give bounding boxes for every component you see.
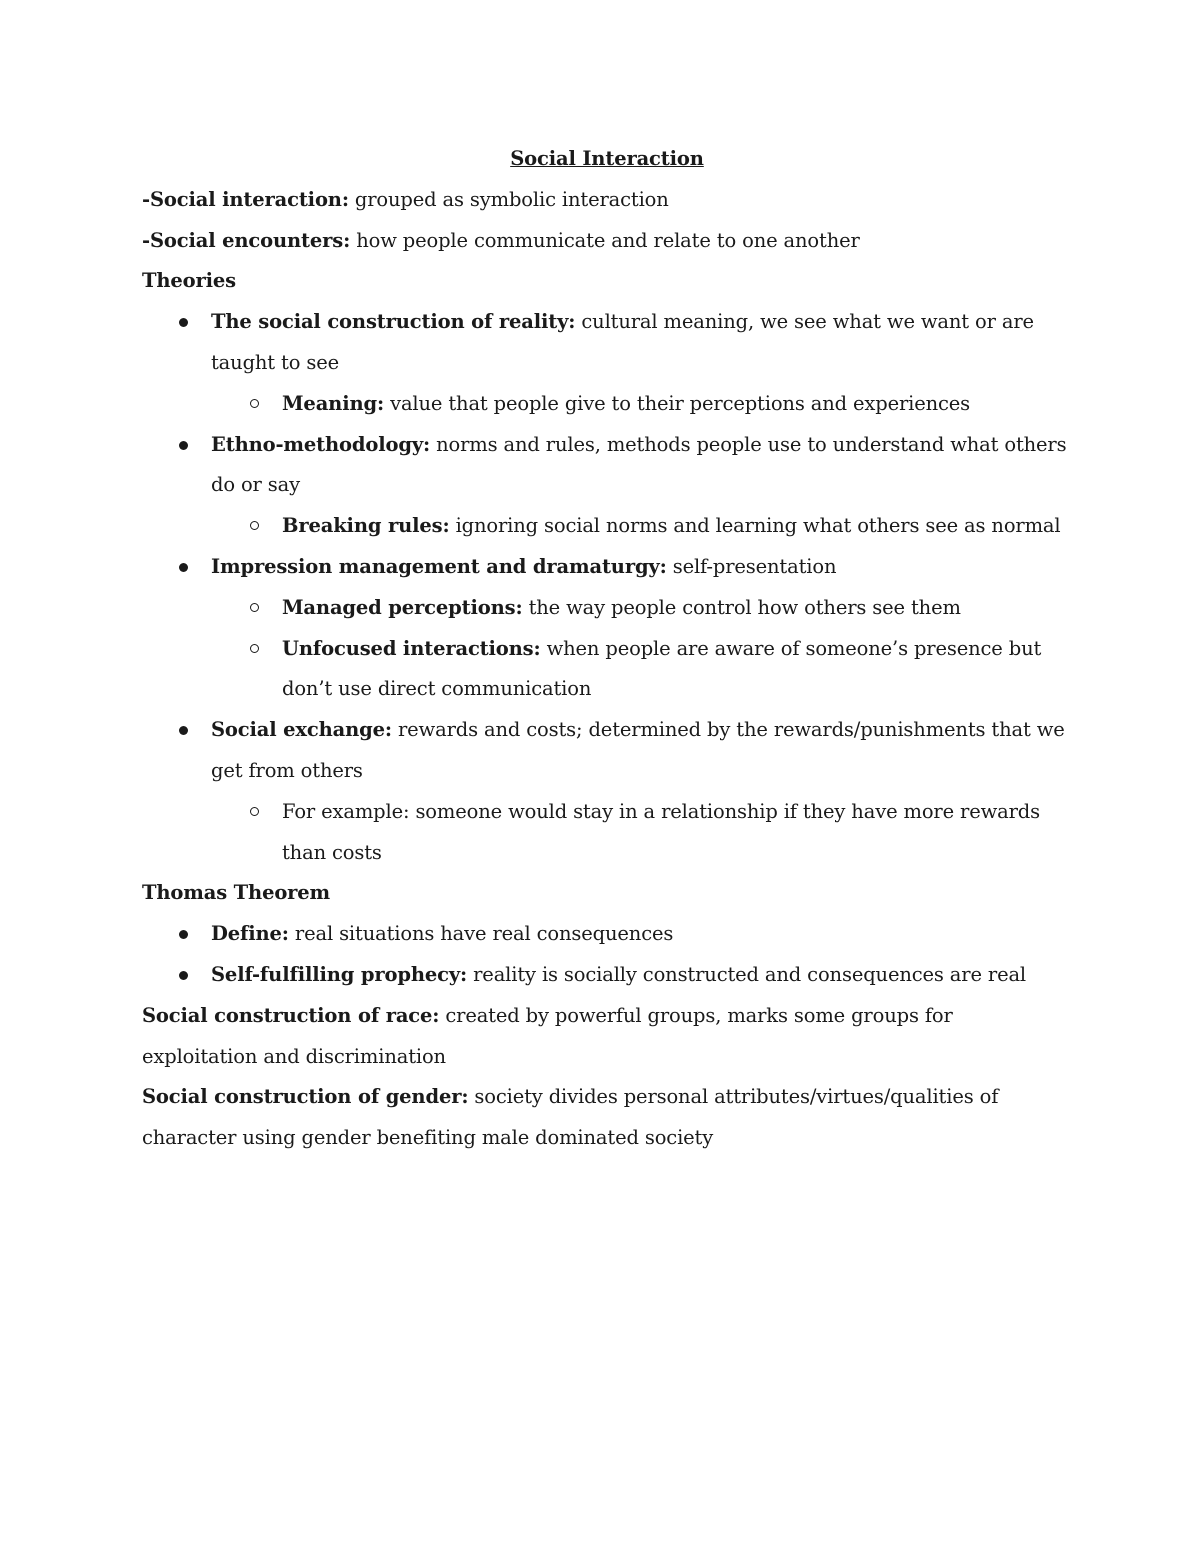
list-item bbox=[142, 710, 1072, 792]
list-item bbox=[142, 302, 1072, 384]
term-label: Unfocused interactions: bbox=[282, 636, 541, 660]
bullet-icon bbox=[179, 441, 188, 450]
term-label: Breaking rules: bbox=[282, 514, 450, 538]
term-text: how people communicate and relate to one another bbox=[350, 228, 860, 252]
bullet-icon bbox=[179, 726, 188, 735]
list-item bbox=[142, 425, 1072, 507]
document-body bbox=[142, 139, 1072, 1159]
term-label: Ethno-methodology: bbox=[211, 432, 431, 456]
hollow-bullet-icon bbox=[250, 603, 259, 612]
sub-list-item bbox=[142, 629, 1072, 711]
sub-list-item bbox=[142, 506, 1072, 547]
term-label: The social construction of reality: bbox=[211, 310, 576, 334]
term-text: value that people give to their perceptions and experiences bbox=[384, 391, 971, 415]
term-text: when people are aware of someone’s presence but don’t use direct communication bbox=[282, 636, 1042, 701]
theories-heading: Theories bbox=[142, 269, 236, 293]
term-text: reality is socially constructed and consequences are real bbox=[467, 962, 1027, 986]
sub-list-item bbox=[142, 588, 1072, 629]
term-label: Self-fulfilling prophecy: bbox=[211, 962, 468, 986]
term-label: Managed perceptions: bbox=[282, 595, 523, 619]
definition-social-interaction bbox=[142, 180, 1072, 221]
bullet-icon bbox=[179, 318, 188, 327]
term-text: self-presentation bbox=[666, 554, 837, 578]
list-item bbox=[142, 955, 1072, 996]
sub-list-item bbox=[142, 384, 1072, 425]
hollow-bullet-icon bbox=[250, 807, 259, 816]
term-label: Define: bbox=[211, 922, 289, 946]
term-text: rewards and costs; determined by the rewards/punishments that we get from others bbox=[211, 718, 1065, 782]
term-label: Meaning: bbox=[282, 391, 385, 415]
term-text: grouped as symbolic interaction bbox=[348, 187, 669, 211]
definition-social-encounters bbox=[142, 221, 1072, 262]
bullet-icon bbox=[179, 930, 188, 939]
term-text: the way people control how others see them bbox=[522, 595, 961, 619]
term-text: norms and rules, methods people use to understand what others do or say bbox=[211, 432, 1067, 497]
hollow-bullet-icon bbox=[250, 521, 259, 530]
term-label: -Social interaction: bbox=[142, 187, 349, 211]
term-text: For example: someone would stay in a relationship if they have more rewards than costs bbox=[282, 799, 1040, 864]
term-text: real situations have real consequences bbox=[288, 922, 674, 946]
term-label: Social exchange: bbox=[211, 718, 392, 742]
bullet-icon bbox=[179, 563, 188, 572]
definition-gender bbox=[142, 1077, 1072, 1159]
bullet-icon bbox=[179, 971, 188, 980]
page-title: Social Interaction bbox=[510, 147, 704, 170]
thomas-theorem-heading: Thomas Theorem bbox=[142, 881, 331, 905]
list-item bbox=[142, 914, 1072, 955]
definition-race bbox=[142, 996, 1072, 1078]
term-label: Social construction of gender: bbox=[142, 1085, 469, 1109]
hollow-bullet-icon bbox=[250, 399, 259, 408]
term-label: Impression management and dramaturgy: bbox=[211, 554, 667, 578]
term-label: -Social encounters: bbox=[142, 228, 351, 252]
term-text: cultural meaning, we see what we want or are taught to see bbox=[211, 310, 1034, 374]
term-text: created by powerful groups, marks some groups for exploitation and discrimination bbox=[142, 1003, 953, 1068]
term-text: ignoring social norms and learning what others see as normal bbox=[449, 514, 1061, 538]
hollow-bullet-icon bbox=[250, 644, 259, 653]
list-item bbox=[142, 547, 1072, 588]
term-text: society divides personal attributes/virtues/qualities of character using gender benefiting male dominated society bbox=[142, 1085, 999, 1150]
term-label: Social construction of race: bbox=[142, 1003, 440, 1027]
sub-list-item bbox=[142, 792, 1072, 874]
